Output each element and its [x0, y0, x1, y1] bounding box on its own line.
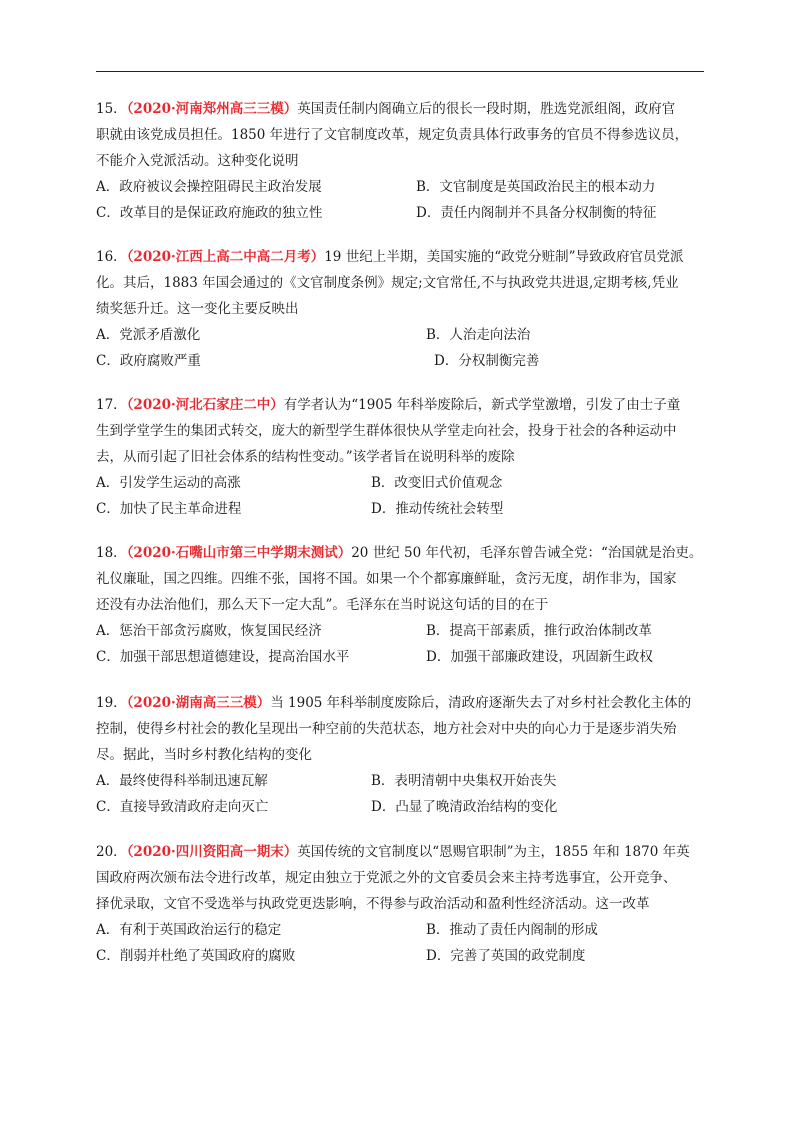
option-d[interactable]: D．凸显了晚清政治结构的变化	[371, 799, 558, 815]
question-text: 19 世纪上半期，美国实施的“政党分赃制”导致政府官员党派	[324, 249, 684, 265]
question-number: 16．	[96, 249, 127, 265]
options-row	[96, 200, 688, 226]
question-source: （2020·湖南高三三模）	[126, 695, 271, 711]
question-text: 国政府两次颁布法令进行改革，规定由独立于党派之外的文官委员会来主持考选事宜，公开竞争、	[96, 870, 677, 886]
question-source: （2020·河北石家庄二中）	[126, 397, 284, 413]
option-b[interactable]: B．表明清朝中央集权开始丧失	[371, 773, 557, 789]
option-b[interactable]: B．文官制度是英国政治民主的根本动力	[416, 179, 656, 195]
options-row	[96, 917, 690, 943]
question-18	[96, 540, 702, 670]
question-text: 英国传统的文官制度以“恩赐官职制”为主，1855 年和 1870 年英	[297, 844, 690, 860]
option-c[interactable]: C．削弱并杜绝了英国政府的腐败	[96, 948, 296, 964]
options-row	[96, 322, 684, 348]
question-source: （2020·石嘴山市第三中学期末测试）	[126, 545, 352, 561]
option-c[interactable]: C．直接导致清政府走向灭亡	[96, 799, 269, 815]
question-text: 择优录取，文官不受选举与执政党更迭影响，不得参与政治活动和盈利性经济活动。这一改革	[96, 896, 650, 912]
options-row	[96, 644, 702, 670]
question-text: 还没有办法治他们，那么天下一定大乱”。毛泽东在当时说这句话的目的在于	[96, 597, 549, 613]
option-d[interactable]: D．责任内阁制并不具备分权制衡的特征	[416, 205, 657, 221]
question-stem-line	[96, 96, 688, 122]
option-a[interactable]: A．党派矛盾激化	[96, 327, 201, 343]
question-source: （2020·江西上高二中高二月考）	[126, 249, 325, 265]
question-text: 不能介入党派活动。这种变化说明	[96, 153, 299, 169]
question-text: 生到学堂学生的集团式转交，庞大的新型学生群体很快从学堂走向社会，投身于社会的各种运动中	[96, 423, 677, 439]
option-d[interactable]: D．完善了英国的政党制度	[426, 948, 586, 964]
question-text: 有学者认为“1905 年科举废除后，新式学堂激增，引发了由士子童	[283, 397, 681, 413]
question-stem-line	[96, 839, 690, 865]
options-row	[96, 794, 691, 820]
option-d[interactable]: D．分权制衡完善	[434, 353, 540, 369]
option-a[interactable]: A．惩治干部贪污腐败，恢复国民经济	[96, 623, 322, 639]
question-text: 职就由该党成员担任。1850 年进行了文官制度改革，规定负责具体行政事务的官员不得参选议员，	[96, 127, 689, 143]
question-20	[96, 839, 690, 969]
option-d[interactable]: D．加强干部廉政建设，巩固新生政权	[426, 649, 653, 665]
option-c[interactable]: C．加快了民主革命进程	[96, 501, 242, 517]
option-b[interactable]: B．推动了责任内阁制的形成	[426, 922, 598, 938]
option-b[interactable]: B．改变旧式价值观念	[371, 475, 503, 491]
question-stem-line	[96, 244, 684, 270]
options-row	[96, 470, 680, 496]
options-row	[96, 174, 688, 200]
question-number: 18．	[96, 545, 127, 561]
header-rule	[96, 71, 704, 72]
question-text: 控制，使得乡村社会的教化呈现出一种空前的失范状态，地方社会对中央的向心力于是逐步消失殆	[96, 721, 677, 737]
question-stem-line	[96, 392, 680, 418]
option-a[interactable]: A．引发学生运动的高涨	[96, 475, 241, 491]
question-17	[96, 392, 680, 522]
question-19	[96, 690, 691, 820]
question-stem-line	[96, 540, 702, 566]
question-text: 去，从而引起了旧社会体系的结构性变动。”该学者旨在说明科举的废除	[96, 449, 515, 465]
question-number: 19．	[96, 695, 127, 711]
options-row	[96, 496, 680, 522]
option-d[interactable]: D．推动传统社会转型	[371, 501, 504, 517]
question-16	[96, 244, 684, 374]
option-c[interactable]: C．政府腐败严重	[96, 353, 201, 369]
option-c[interactable]: C．改革目的是保证政府施政的独立性	[96, 205, 323, 221]
option-b[interactable]: B．提高干部素质，推行政治体制改革	[426, 623, 652, 639]
options-row	[96, 348, 684, 374]
question-text: 20 世纪 50 年代初，毛泽东曾告诫全党：“治国就是治吏。	[351, 545, 703, 561]
question-15	[96, 96, 688, 226]
question-number: 17．	[96, 397, 127, 413]
question-text: 尽。据此，当时乡村教化结构的变化	[96, 747, 312, 763]
question-text: 绩奖惩升迁。这一变化主要反映出	[96, 301, 299, 317]
question-source: （2020·四川资阳高一期末）	[126, 844, 298, 860]
options-row	[96, 618, 702, 644]
question-number: 20．	[96, 844, 127, 860]
option-a[interactable]: A．最终使得科举制迅速瓦解	[96, 773, 268, 789]
option-a[interactable]: A．政府被议会操控阻碍民主政治发展	[96, 179, 322, 195]
option-a[interactable]: A．有利于英国政治运行的稳定	[96, 922, 282, 938]
question-number: 15．	[96, 101, 127, 117]
options-row	[96, 768, 691, 794]
question-source: （2020·河南郑州高三三模）	[126, 101, 298, 117]
option-c[interactable]: C．加强干部思想道德建设，提高治国水平	[96, 649, 350, 665]
question-text: 化。其后，1883 年国会通过的《文官制度条例》规定;文官常任,不与执政党共进退,定期考核,凭业	[96, 275, 679, 291]
question-stem-line	[96, 690, 691, 716]
option-b[interactable]: B．人治走向法治	[426, 327, 531, 343]
question-text: 当 1905 年科举制度废除后，清政府逐渐失去了对乡村社会教化主体的	[270, 695, 692, 711]
question-text: 英国责任制内阁确立后的很长一段时期，胜选党派组阁，政府官	[297, 101, 676, 117]
options-row	[96, 943, 690, 969]
question-text: 礼仪廉耻，国之四维。四维不张，国将不国。如果一个个都寡廉鲜耻，贪污无度，胡作非为，国家	[96, 571, 677, 587]
